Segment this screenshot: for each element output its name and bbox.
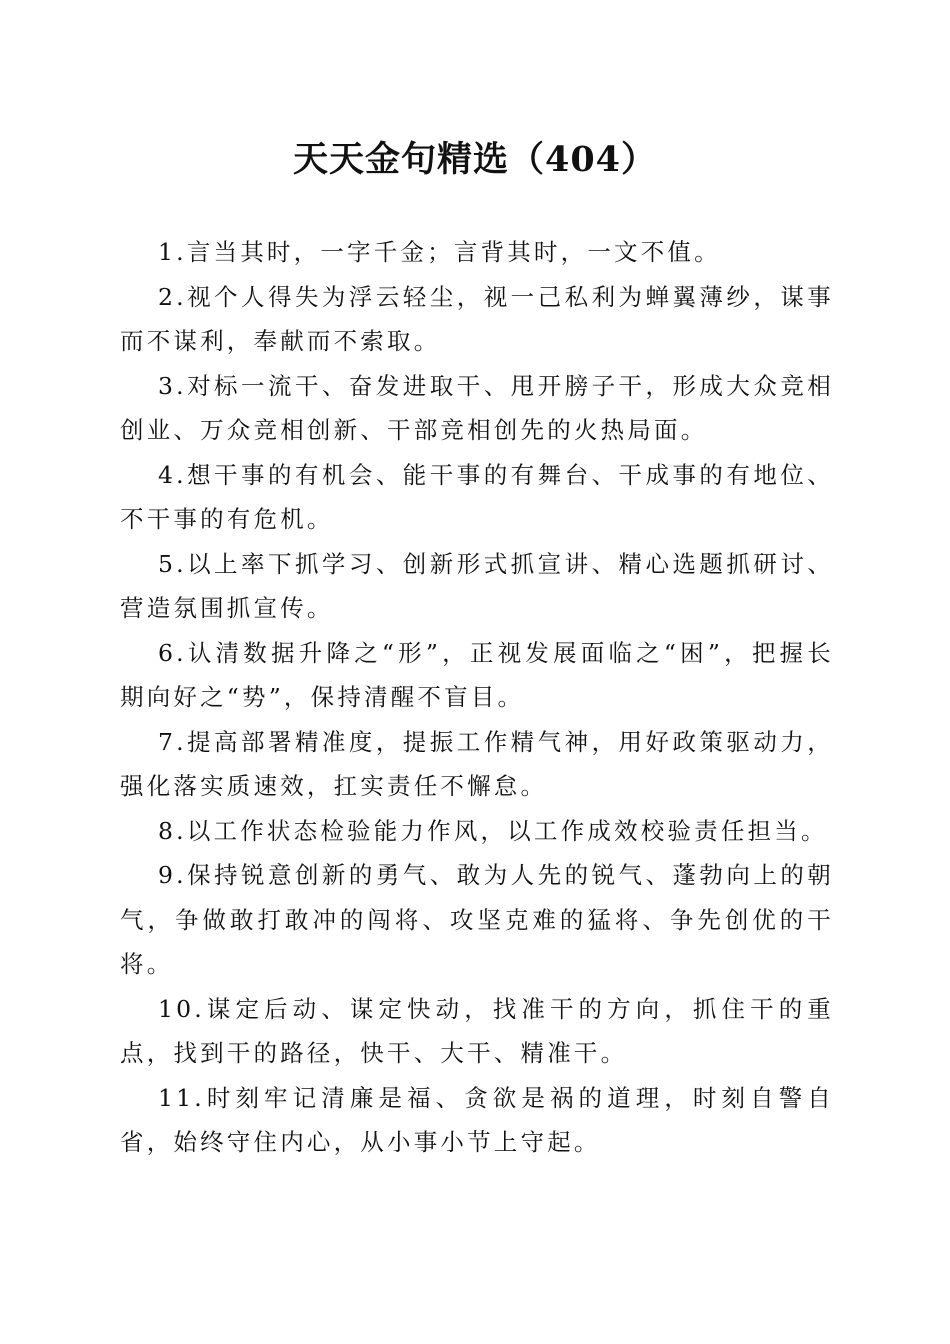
quote-item-10: 10.谋定后动、谋定快动，找准干的方向，抓住干的重点，找到干的路径，快干、大干、精准干。 [120, 994, 834, 1067]
quote-item-11: 11.时刻牢记清廉是福、贪欲是祸的道理，时刻自警自省，始终守住内心，从小事小节上守起。 [120, 1083, 834, 1156]
quote-item-4: 4.想干事的有机会、能干事的有舞台、干成事的有地位、不干事的有危机。 [120, 460, 834, 533]
quote-item-3: 3.对标一流干、奋发进取干、甩开膀子干，形成大众竞相创业、万众竞相创新、干部竞相创先的火热局面。 [120, 371, 834, 444]
quote-item-6: 6.认清数据升降之“形”，正视发展面临之“困”，把握长期向好之“势”，保持清醒不盲目。 [120, 638, 834, 711]
quote-list [120, 230, 834, 1165]
quote-item-2: 2.视个人得失为浮云轻尘，视一己私利为蝉翼薄纱，谋事而不谋利，奉献而不索取。 [120, 282, 834, 355]
quote-item-9: 9.保持锐意创新的勇气、敢为人先的锐气、蓬勃向上的朝气，争做敢打敢冲的闯将、攻坚克难的猛将、争先创优的干将。 [120, 861, 834, 978]
quote-item-8: 8.以工作状态检验能力作风，以工作成效校验责任担当。 [158, 816, 828, 845]
quote-item-5: 5.以上率下抓学习、创新形式抓宣讲、精心选题抓研讨、营造氛围抓宣传。 [120, 549, 834, 622]
quote-item-7: 7.提高部署精准度，提振工作精气神，用好政策驱动力，强化落实质速效，扛实责任不懈怠。 [120, 727, 834, 800]
quote-item-1: 1.言当其时，一字千金；言背其时，一文不值。 [158, 238, 721, 266]
document-title: 天天金句精选（404） [292, 139, 658, 180]
